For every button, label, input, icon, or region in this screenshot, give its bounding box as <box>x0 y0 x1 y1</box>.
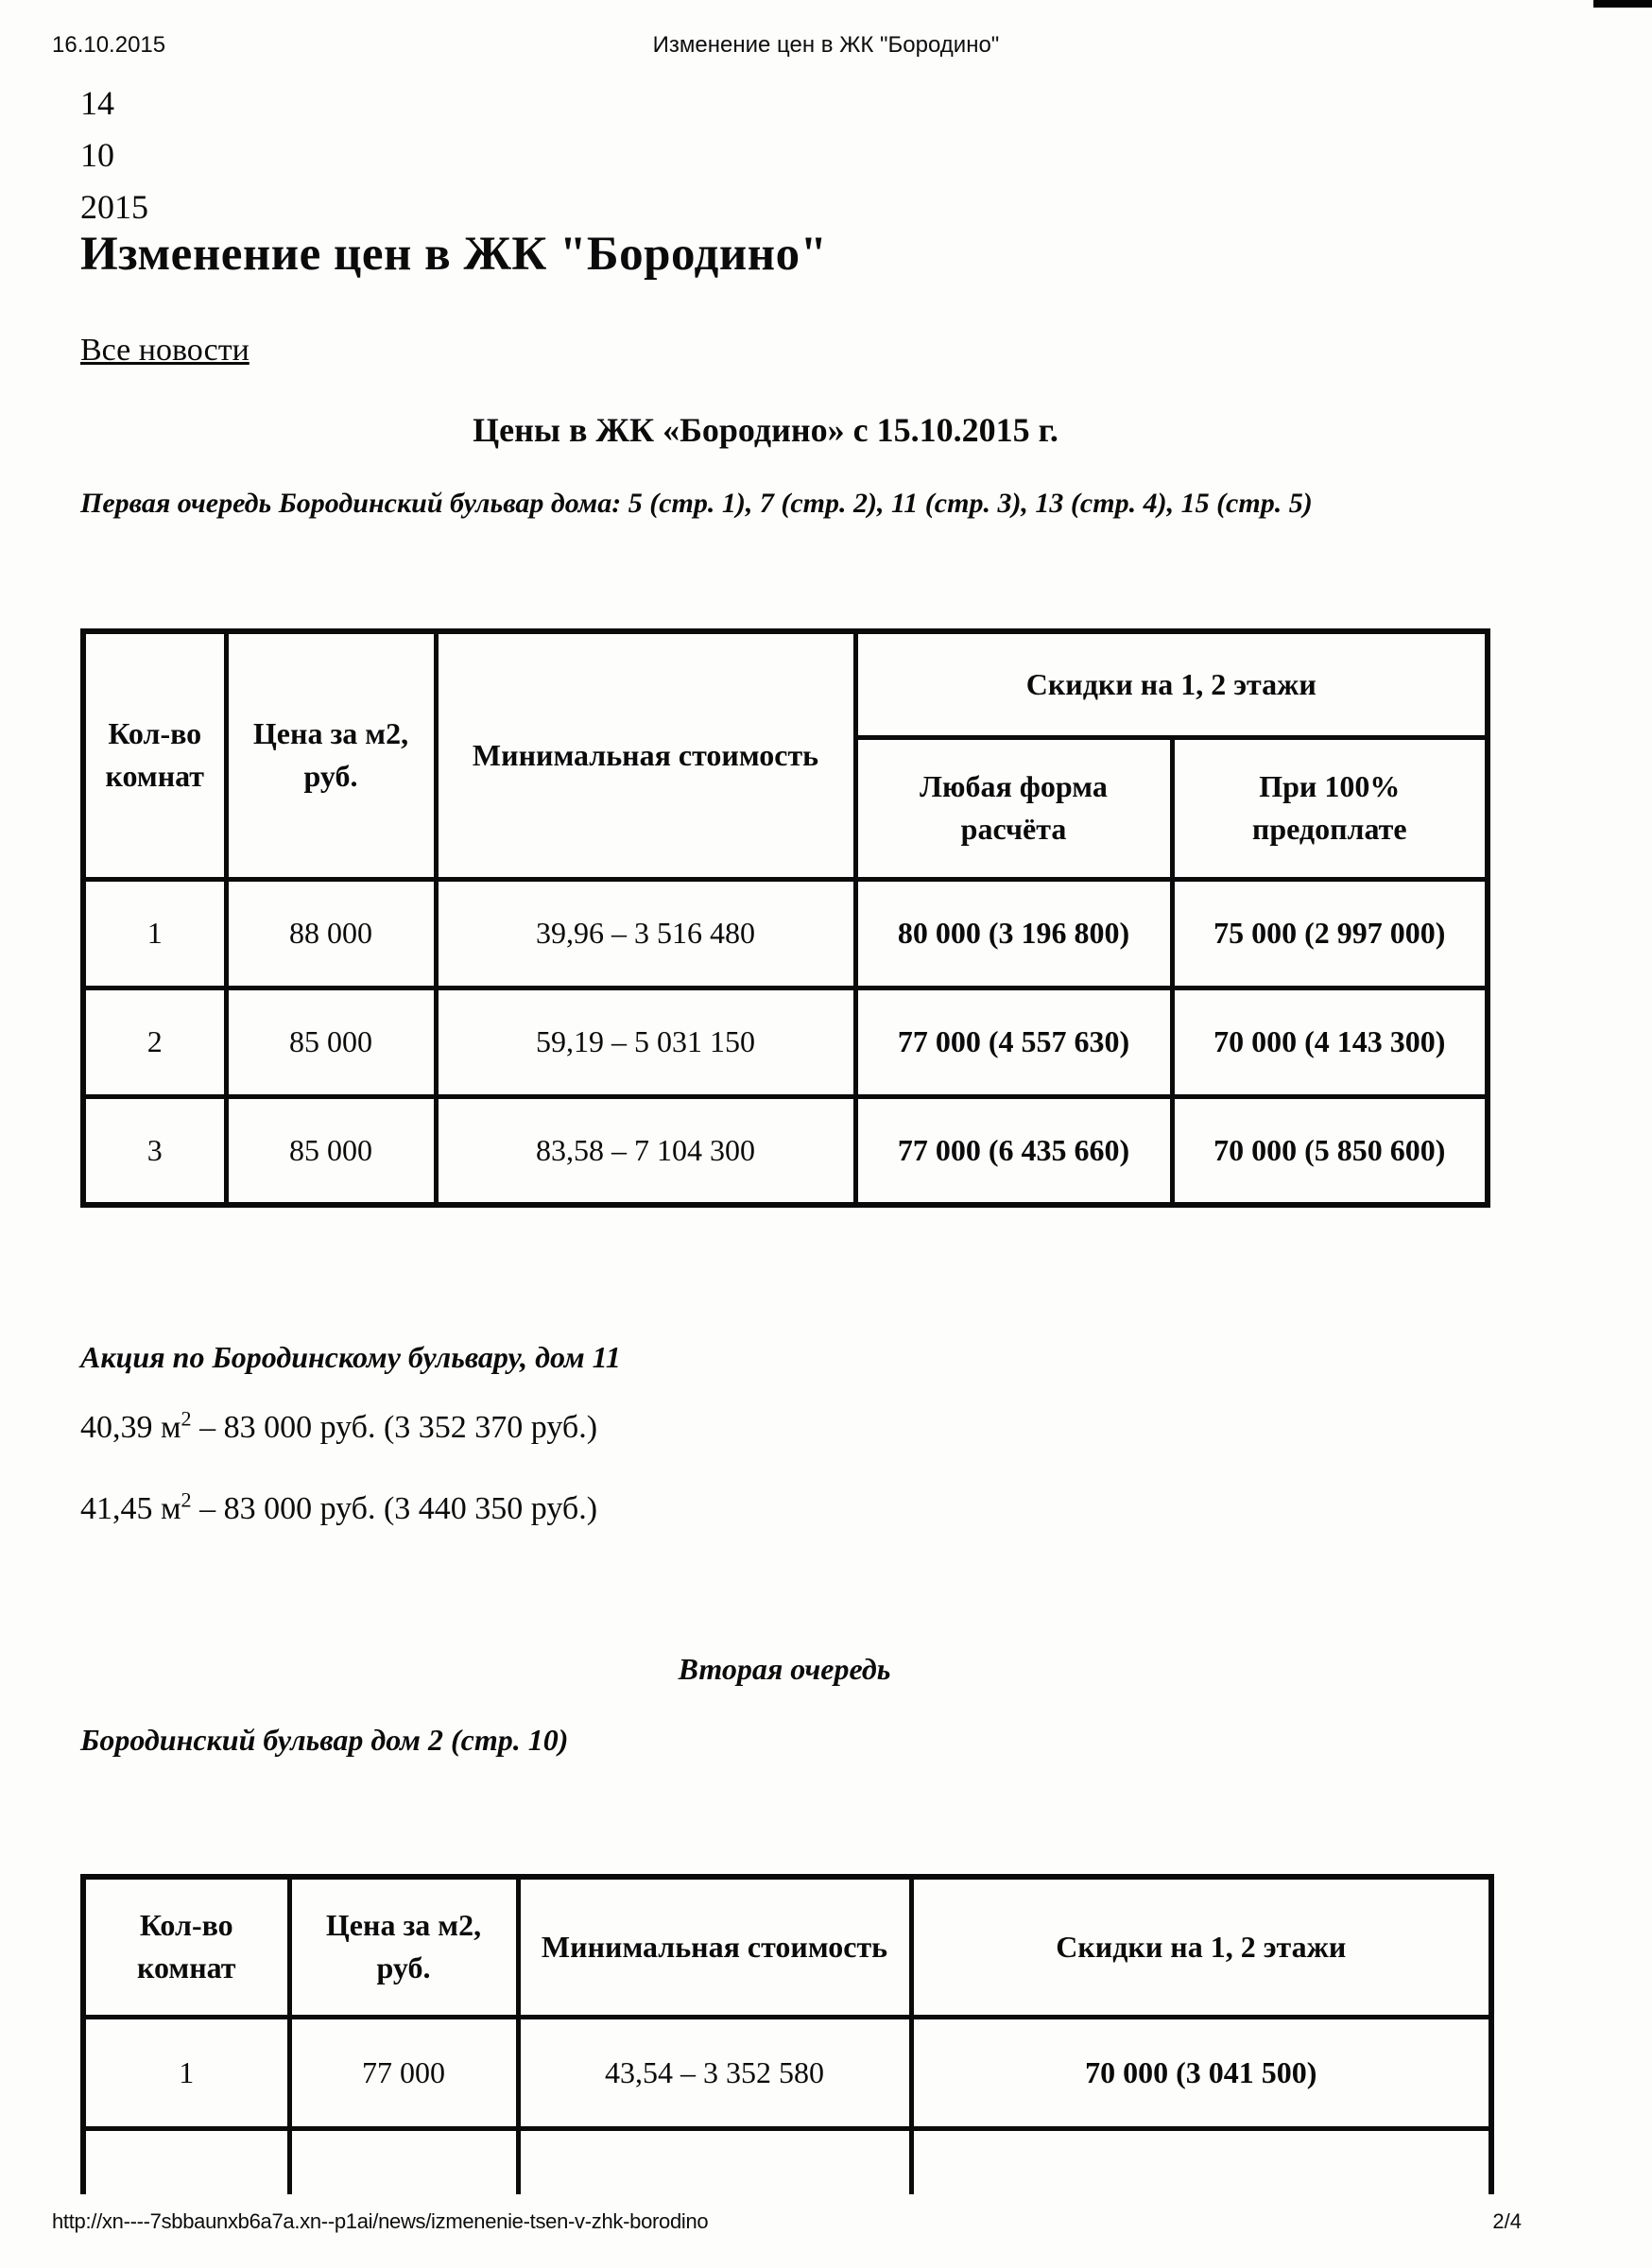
cell-min-cost: 43,54 – 3 352 580 <box>518 2017 911 2128</box>
stage2-title: Вторая очередь <box>678 1652 891 1686</box>
cell-price: 77 000 <box>289 2017 518 2128</box>
cell-rooms: 2 <box>83 988 226 1096</box>
table-row-cut-off <box>83 2128 1491 2194</box>
promo-line <box>80 1406 598 1446</box>
col-header-price-per-m2: Цена за м2, руб. <box>226 631 436 879</box>
prices-subtitle: Цены в ЖК «Бородино» с 15.10.2015 г. <box>473 411 1058 449</box>
promo-title: Акция по Бородинскому бульвару, дом 11 <box>80 1340 621 1374</box>
cell-rooms: 3 <box>83 1096 226 1205</box>
col-header-discounts: Скидки на 1, 2 этажи <box>855 631 1488 737</box>
table-row <box>83 879 1488 988</box>
cell-discount-any: 77 000 (6 435 660) <box>855 1096 1172 1205</box>
cell-price: 85 000 <box>226 988 436 1096</box>
col-header-prepay: При 100% предоплате <box>1172 737 1488 879</box>
promo-line <box>80 1487 598 1527</box>
all-news-link[interactable]: Все новости <box>80 333 250 368</box>
square-meter-sup: 2 <box>181 1406 192 1431</box>
page-title: Изменение цен в ЖК "Бородино" <box>80 228 828 281</box>
promo-price-text: – 83 000 руб. (3 352 370 руб.) <box>191 1410 598 1445</box>
square-meter-sup: 2 <box>181 1487 192 1512</box>
print-header-title: Изменение цен в ЖК "Бородино" <box>652 32 1000 58</box>
post-date-year: 2015 <box>80 188 148 226</box>
print-header-date: 16.10.2015 <box>52 32 166 58</box>
cell-discount: 70 000 (3 041 500) <box>911 2017 1491 2128</box>
table-row <box>83 988 1488 1096</box>
post-date <box>80 77 148 233</box>
cell-discount-any: 80 000 (3 196 800) <box>855 879 1172 988</box>
cell-rooms: 1 <box>83 2017 289 2128</box>
stage2-subtitle: Бородинский бульвар дом 2 (стр. 10) <box>80 1723 569 1757</box>
promo-area-value: 41,45 м <box>80 1491 181 1526</box>
post-date-month: 10 <box>80 136 114 174</box>
cell-rooms: 1 <box>83 879 226 988</box>
col-header-min-cost: Минимальная стоимость <box>436 631 855 879</box>
promo-price-text: – 83 000 руб. (3 440 350 руб.) <box>191 1491 598 1526</box>
footer-url: http://xn----7sbbaunxb6a7a.xn--p1ai/news/izmenenie-tsen-v-zhk-borodino <box>52 2209 709 2233</box>
cell-price: 85 000 <box>226 1096 436 1205</box>
cell-min-cost: 83,58 – 7 104 300 <box>436 1096 855 1205</box>
stage1-note: Первая очередь Бородинский бульвар дома: 5 (стр. 1), 7 (стр. 2), 11 (стр. 3), 13 (стр. 4), 15 (стр. 5) <box>80 488 1313 519</box>
cell-price: 88 000 <box>226 879 436 988</box>
col-header-rooms: Кол-во комнат <box>83 1877 289 2017</box>
col-header-price-per-m2: Цена за м2, руб. <box>289 1877 518 2017</box>
post-date-day: 14 <box>80 84 114 122</box>
price-table-second-stage <box>80 1874 1494 2194</box>
price-table-second-stage-clip <box>80 1874 1500 2194</box>
col-header-discounts: Скидки на 1, 2 этажи <box>911 1877 1491 2017</box>
cell-discount-any: 77 000 (4 557 630) <box>855 988 1172 1096</box>
table-row <box>83 1096 1488 1205</box>
cell-discount-prepay: 75 000 (2 997 000) <box>1172 879 1488 988</box>
footer-page-number: 2/4 <box>1492 2209 1522 2233</box>
cell-min-cost: 39,96 – 3 516 480 <box>436 879 855 988</box>
promo-area-value: 40,39 м <box>80 1410 181 1445</box>
table-row <box>83 2017 1491 2128</box>
col-header-any-payment: Любая форма расчёта <box>855 737 1172 879</box>
cell-min-cost: 59,19 – 5 031 150 <box>436 988 855 1096</box>
col-header-rooms: Кол-во комнат <box>83 631 226 879</box>
price-table-first-stage <box>80 628 1490 1208</box>
cell-discount-prepay: 70 000 (5 850 600) <box>1172 1096 1488 1205</box>
cell-discount-prepay: 70 000 (4 143 300) <box>1172 988 1488 1096</box>
scan-artifact-bar <box>1593 0 1652 8</box>
col-header-min-cost: Минимальная стоимость <box>518 1877 911 2017</box>
